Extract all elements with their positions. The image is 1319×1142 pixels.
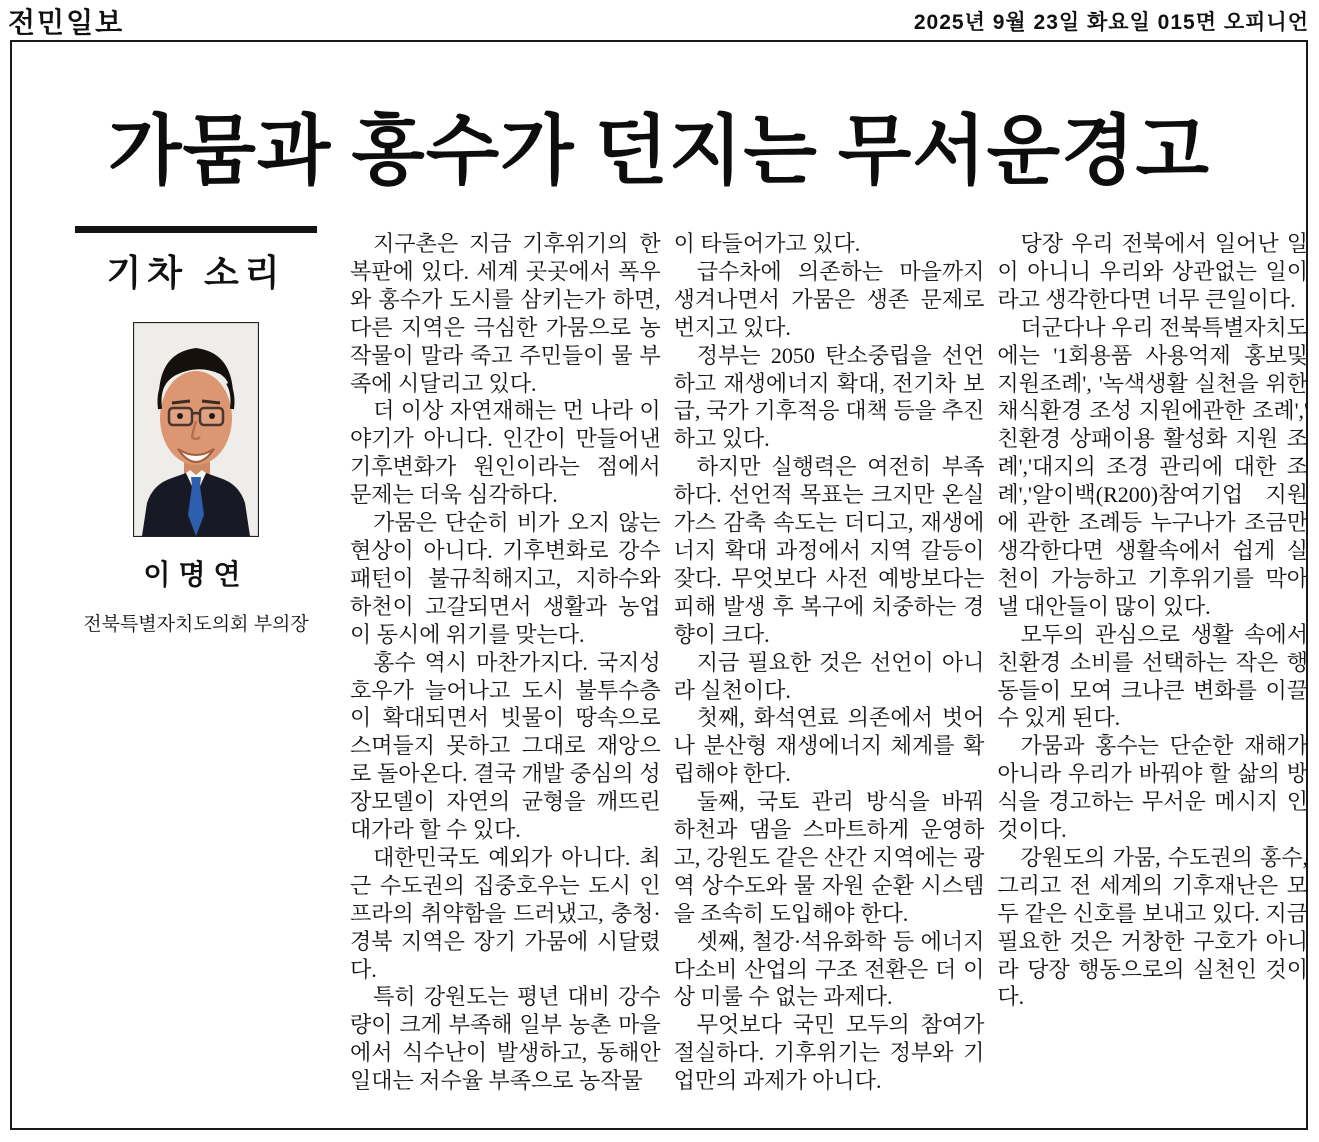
body-paragraph: 가뭄은 단순히 비가 오지 않는 현상이 아니다. 기후변화로 강수 패턴이 불규칙해지고, 지하수와 하천이 고갈되면서 생활과 농업이 동시에 위기를 맞는다. <box>350 510 661 647</box>
author-photo <box>133 322 259 537</box>
date-page-line: 2025년 9월 23일 화요일 015면 오피니언 <box>913 11 1309 34</box>
body-paragraph: 강원도의 가뭄, 수도권의 홍수, 그리고 전 세계의 기후재난은 모두 같은 신호를 보내고 있다. 지금 필요한 것은 거창한 구호가 아니라 당장 행동으로의 실천인 것이다. <box>997 844 1309 1010</box>
body-paragraph: 모두의 관심으로 생활 속에서 친환경 소비를 선택하는 작은 행동들이 모여 크나큰 변화를 이끌 수 있게 된다. <box>997 621 1309 731</box>
body-paragraph: 지금 필요한 것은 선언이 아니라 실천이다. <box>673 649 985 703</box>
body-paragraph: 지구촌은 지금 기후위기의 한복판에 있다. 세계 곳곳에서 폭우와 홍수가 도시를 삼키는가 하면, 다른 지역은 극심한 가뭄으로 농작물이 말라 죽고 주민들이 물 부족에 시달리고 있다. <box>350 231 661 396</box>
body-paragraph: 첫째, 화석연료 의존에서 벗어나 분산형 재생에너지 체계를 확립해야 한다. <box>673 705 985 787</box>
author-sidebar <box>75 226 317 636</box>
body-column-2 <box>674 230 985 1095</box>
portrait-photo-icon <box>134 323 258 536</box>
author-name: 이명연 <box>143 559 249 590</box>
body-paragraph: 셋째, 철강·석유화학 등 에너지 다소비 산업의 구조 전환은 더 이상 미룰 수 없는 과제다. <box>673 928 985 1010</box>
article-body <box>350 230 1308 1095</box>
body-column-3 <box>997 230 1308 1095</box>
body-paragraph: 정부는 2050 탄소중립을 선언하고 재생에너지 확대, 전기차 보급, 국가 기후적응 대책 등을 추진하고 있다. <box>673 342 985 452</box>
body-paragraph: 특히 강원도는 평년 대비 강수량이 크게 부족해 일부 농촌 마을에서 식수난이 발생하고, 동해안 일대는 저수율 부족으로 농작물 <box>350 984 661 1094</box>
body-paragraph: 둘째, 국토 관리 방식을 바꿔 하천과 댐을 스마트하게 운영하고, 강원도 같은 산간 지역에는 광역 상수도와 물 자원 순환 시스템을 조속히 도입해야 한다. <box>673 789 985 926</box>
body-paragraph: 더 이상 자연재해는 먼 나라 이야기가 아니다. 인간이 만들어낸 기후변화가 원인이라는 점에서 문제는 더욱 심각하다. <box>350 398 661 508</box>
body-paragraph: 이 타들어가고 있다. <box>673 231 861 256</box>
author-role: 전북특별자치도의회 부의장 <box>83 614 309 635</box>
article-headline: 가뭄과 홍수가 던지는 무서운경고 <box>108 110 1210 194</box>
body-paragraph: 대한민국도 예외가 아니다. 최근 수도권의 집중호우는 도시 인프라의 취약함을 드러냈고, 충청·경북 지역은 장기 가뭄에 시달렸다. <box>350 844 661 982</box>
body-paragraph: 하지만 실행력은 여전히 부족하다. 선언적 목표는 크지만 온실가스 감축 속도는 더디고, 재생에너지 확대 과정에서 지역 갈등이 잦다. 무엇보다 사전 예방보다는 피해 발생 후 복구에 치중하는 경향이 크다. <box>673 454 985 647</box>
newspaper-title: 전민일보 <box>8 7 125 38</box>
body-paragraph: 무엇보다 국민 모두의 참여가 절실하다. 기후위기는 정부와 기업만의 과제가 아니다. <box>673 1012 985 1094</box>
sidebar-divider-bar <box>75 226 317 233</box>
body-paragraph: 급수차에 의존하는 마을까지 생겨나면서 가뭄은 생존 문제로 번지고 있다. <box>673 258 985 340</box>
body-paragraph: 더군다나 우리 전북특별자치도에는 '1회용품 사용억제 홍보및 지원조례', '녹색생활 실천을 위한 채식환경 조성 지원에관한 조례',' 친환경 상패이용 활성화 지원 조례','대지의 조경 관리에 대한 조례','알이백(R200)참여기업 지원에 관한 조례등 누구나가 조금만 생각한다면 생활속에서 쉽게 실천이 가능하고 기후위기를 막아낼 대안들이 많이 있다. <box>997 314 1309 619</box>
column-series-title: 기차 소리 <box>106 252 286 293</box>
body-column-1 <box>350 230 661 1095</box>
article-frame <box>10 40 1308 1130</box>
body-paragraph: 당장 우리 전북에서 일어난 일이 아니니 우리와 상관없는 일이라고 생각한다면 너무 큰일이다. <box>997 231 1309 312</box>
body-paragraph: 가뭄과 홍수는 단순한 재해가 아니라 우리가 바꿔야 할 삶의 방식을 경고하는 무서운 메시지 인 것이다. <box>997 733 1309 843</box>
body-paragraph: 홍수 역시 마찬가지다. 국지성 호우가 늘어나고 도시 불투수층이 확대되면서 빗물이 땅속으로 스며들지 못하고 그대로 재앙으로 돌아온다. 결국 개발 중심의 성장모델이 자연의 균형을 깨뜨린 대가라 할 수 있다. <box>350 649 661 843</box>
